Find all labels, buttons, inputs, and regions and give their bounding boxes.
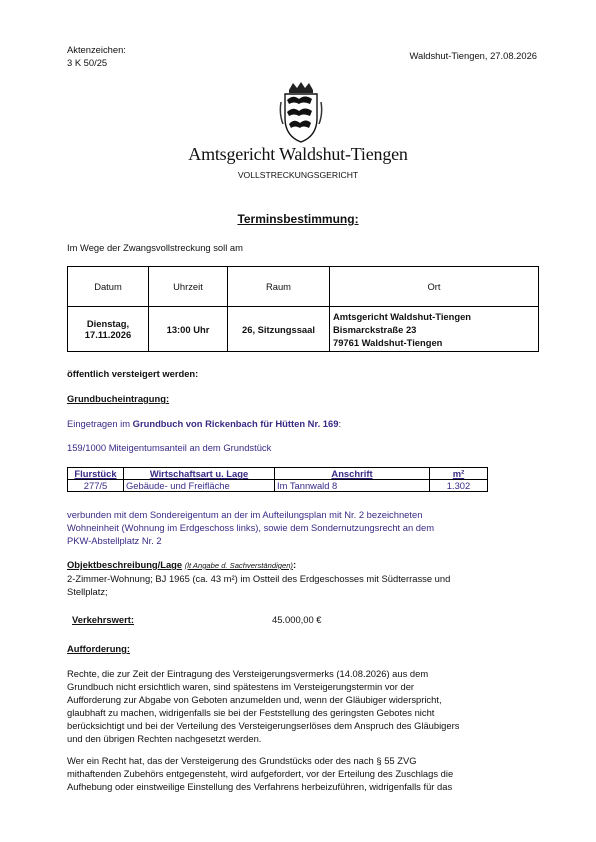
- objekt-description: [67, 572, 450, 598]
- cell-anschrift: Im Tannwald 8: [275, 480, 430, 492]
- ort-line-2: Bismarckstraße 23: [333, 323, 417, 335]
- aufforderung-paragraph-2: [67, 754, 539, 793]
- grundbuch-prefix: Eingetragen im: [67, 418, 133, 429]
- datum-date: 17.11.2026: [84, 329, 132, 340]
- verbunden-line-2: Wohneinheit (Wohnung im Erdgeschoss links), sowie dem Sondernutzungsrecht an dem: [67, 522, 435, 533]
- termin-table: [67, 266, 539, 352]
- file-reference: [67, 43, 126, 69]
- termin-raum: 26, Sitzungssaal: [228, 307, 330, 352]
- court-department: VOLLSTRECKUNGSGERICHT: [237, 170, 359, 180]
- para1-line-1: Rechte, die zur Zeit der Eintragung des Versteigerungsvermerks (14.08.2026) aus dem: [67, 668, 429, 679]
- verbunden-line-1: verbunden mit dem Sondereigentum an der im Aufteilungsplan mit Nr. 2 bezeichneten: [67, 509, 423, 520]
- para2-line-3: Aufhebung oder einstweilige Einstellung des Verfahrens herbeizuführen, widrigenfalls für das: [67, 781, 453, 792]
- para1-line-5: berücksichtigt und bei der Verteilung des Versteigerungserlöses dem Anspruch des Gläubigers: [67, 720, 460, 731]
- header-flaeche: m²: [430, 468, 488, 480]
- objekt-heading-label: Objektbeschreibung/Lage: [67, 559, 183, 570]
- objekt-line-2: Stellplatz;: [67, 586, 108, 597]
- flurstueck-table: [67, 467, 488, 492]
- verbunden-line-3: PKW-Abstellplatz Nr. 2: [67, 535, 162, 546]
- aufforderung-heading: Aufforderung:: [67, 643, 131, 654]
- court-name: Amtsgericht Waldshut-Tiengen: [188, 144, 408, 164]
- termin-ort: [330, 307, 539, 352]
- aktenzeichen: 3 K 50/25: [67, 57, 108, 68]
- header-ort: Ort: [330, 267, 539, 307]
- grundbuch-suffix: :: [338, 418, 342, 429]
- objekt-heading-note: (lt Angabe d. Sachverständigen): [184, 561, 293, 570]
- para1-line-4: glaubhaft zu machen, widrigenfalls sie bei der Feststellung des geringsten Gebotes nicht: [67, 707, 435, 718]
- grundbuch-heading: Grundbucheintragung:: [67, 393, 170, 404]
- ort-line-1: Amtsgericht Waldshut-Tiengen: [333, 310, 472, 322]
- header-wirtschaftsart: Wirtschaftsart u. Lage: [124, 468, 275, 480]
- objekt-heading-suffix: :: [292, 559, 297, 570]
- versteigert-text: öffentlich versteigert werden:: [67, 368, 199, 379]
- grundbuch-line: [67, 418, 341, 429]
- aufforderung-paragraph-1: [67, 667, 539, 745]
- anteil-text: 159/1000 Miteigentumsanteil an dem Grundstück: [67, 442, 272, 453]
- termin-datum: [68, 307, 149, 352]
- table-row: [68, 480, 488, 492]
- objekt-line-1: 2-Zimmer-Wohnung; BJ 1965 (ca. 43 m²) im Ostteil des Erdgeschosses mit Südterrasse und: [67, 573, 451, 584]
- termin-uhrzeit: 13:00 Uhr: [149, 307, 228, 352]
- para2-line-2: mithaftenden Zubehörs entgegensteht, wird aufgefordert, vor der Erteilung des Zuschlags die: [67, 768, 454, 779]
- cell-flurstueck: 277/5: [68, 480, 124, 492]
- cell-flaeche: 1.302: [430, 480, 488, 492]
- header-uhrzeit: Uhrzeit: [149, 267, 228, 307]
- header-flurstueck: Flurstück: [68, 468, 124, 480]
- verkehrswert-label: Verkehrswert:: [72, 614, 135, 625]
- aktenzeichen-label: Aktenzeichen:: [67, 44, 126, 55]
- coat-of-arms-icon: [279, 80, 323, 144]
- header-datum: Datum: [68, 267, 149, 307]
- objekt-heading: [67, 559, 296, 570]
- verkehrswert-value: 45.000,00 €: [272, 614, 322, 625]
- cell-wirtschaftsart: Gebäude- und Freifläche: [124, 480, 275, 492]
- ort-line-3: 79761 Waldshut-Tiengen: [333, 336, 443, 348]
- document-title: Terminsbestimmung:: [237, 212, 359, 226]
- para1-line-6: und den übrigen Rechten nachgesetzt werden.: [67, 733, 262, 744]
- header-raum: Raum: [228, 267, 330, 307]
- para1-line-3: Aufforderung zur Abgabe von Geboten anzumelden und, wenn der Gläubiger widerspricht,: [67, 694, 442, 705]
- para2-line-1: Wer ein Recht hat, das der Versteigerung des Grundstücks oder des nach § 55 ZVG: [67, 755, 417, 766]
- place-date: Waldshut-Tiengen, 27.08.2026: [409, 50, 537, 61]
- grundbuch-bold: Grundbuch von Rickenbach für Hütten Nr. 169: [132, 418, 339, 429]
- intro-text: Im Wege der Zwangsvollstreckung soll am: [67, 242, 243, 253]
- para1-line-2: Grundbuch nicht ersichtlich waren, sind spätestens im Versteigerungstermin vor der: [67, 681, 415, 692]
- datum-weekday: Dienstag,: [86, 318, 130, 329]
- verbunden-text: [67, 508, 434, 547]
- header-anschrift: Anschrift: [275, 468, 430, 480]
